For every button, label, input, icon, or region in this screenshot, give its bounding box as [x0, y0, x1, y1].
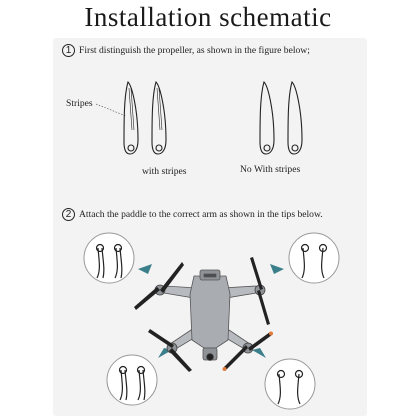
caption-with-stripes: with stripes [142, 166, 187, 177]
step-1-number: 1 [62, 44, 75, 57]
propeller-no-stripes-icon [252, 80, 322, 160]
step-1-text: First distinguish the propeller, as shown in the figure below; [79, 45, 310, 56]
propeller-with-stripes-icon [116, 80, 186, 160]
caption-no-stripes: No With stripes [240, 164, 301, 175]
step-2 [62, 208, 323, 221]
step-2-text: Attach the paddle to the correct arm as shown in the tips below. [79, 209, 323, 220]
stripes-callout-label: Stripes [66, 98, 93, 109]
page-title: Installation schematic [84, 2, 332, 32]
step-2-number: 2 [62, 208, 75, 221]
drone-illustration [120, 248, 300, 383]
